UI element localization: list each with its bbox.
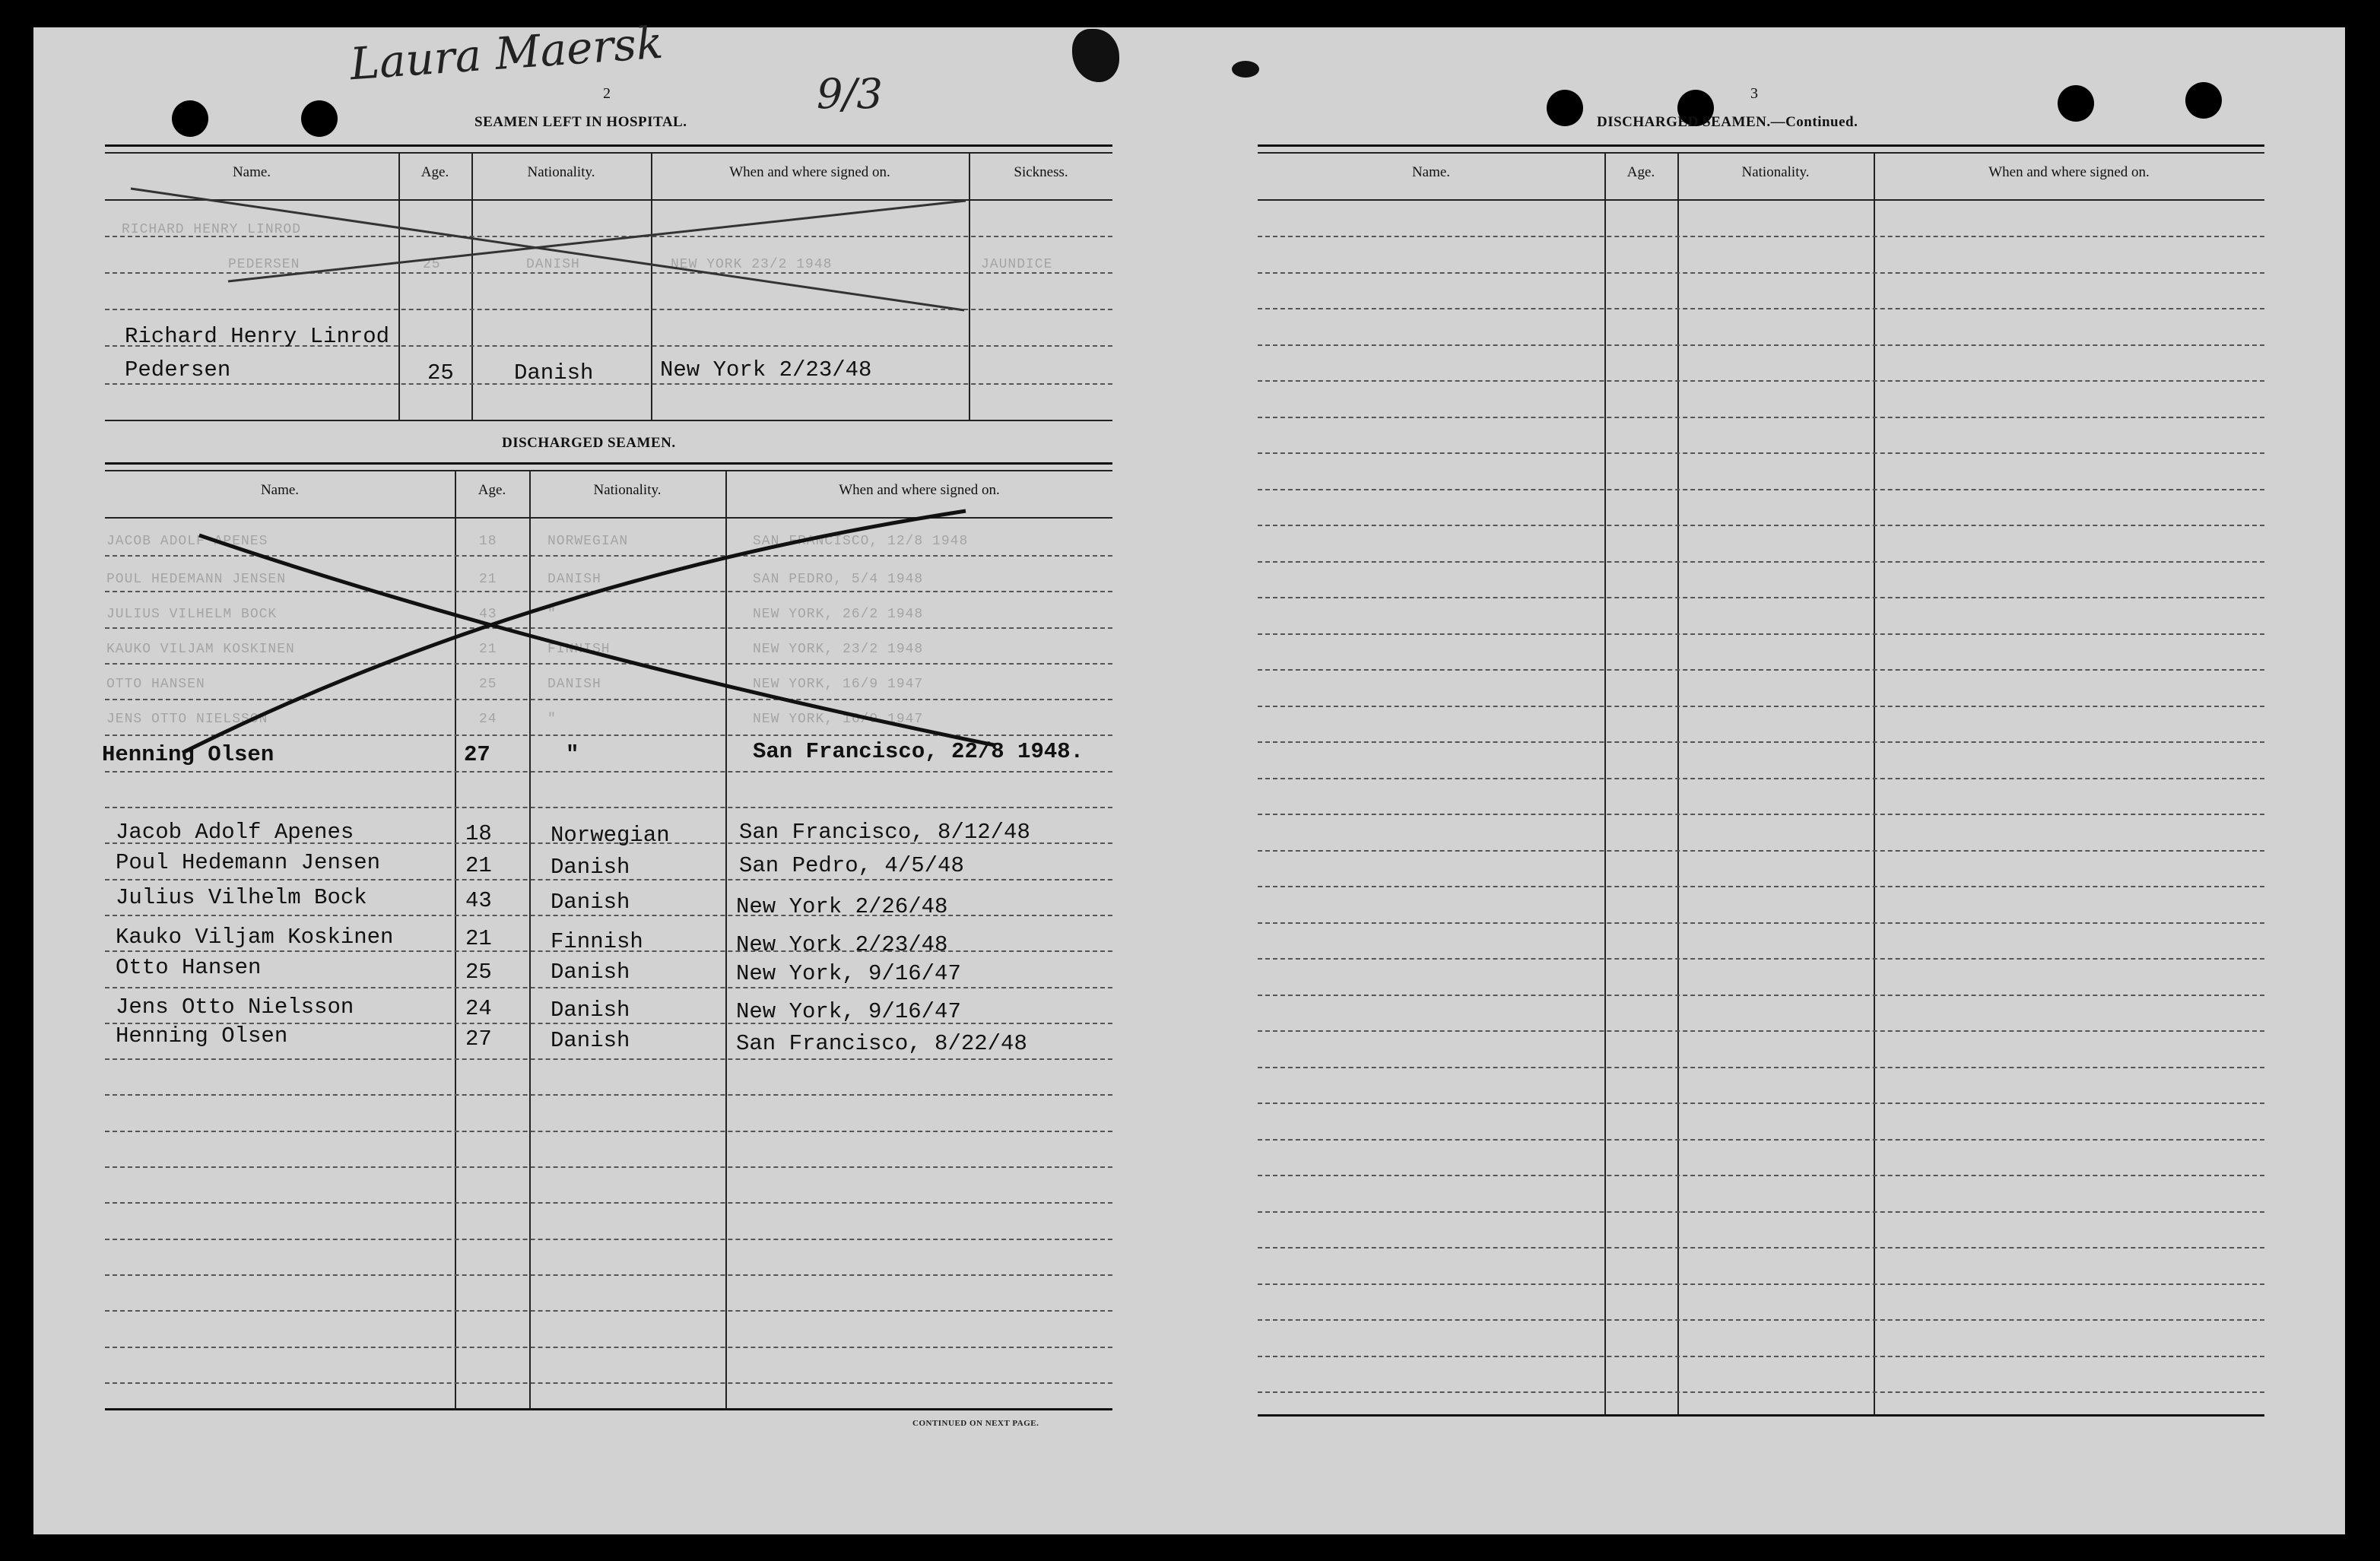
row-name: Kauko Viljam Koskinen — [116, 925, 394, 950]
struck-row-name: JULIUS VILHELM BOCK — [106, 607, 278, 622]
struck-row-age: 43 — [479, 607, 497, 622]
struck-row-name: KAUKO VILJAM KOSKINEN — [106, 642, 295, 657]
continued-footer: CONTINUED ON NEXT PAGE. — [912, 1419, 1039, 1428]
struck-row-name: POUL HEDEMANN JENSEN — [106, 572, 287, 587]
col-header-name: Name. — [260, 482, 300, 498]
hospital-signed-on: New York 2/23/48 — [660, 357, 872, 382]
row-signed-on: New York 2/26/48 — [736, 894, 948, 919]
struck-sickness: JAUNDICE — [981, 257, 1053, 272]
struck-name-line-2: PEDERSEN — [228, 257, 300, 272]
row-nationality: Danish — [551, 855, 630, 880]
row-signed-on: New York, 9/16/47 — [736, 961, 961, 986]
row-age: 27 — [465, 1026, 492, 1052]
page-number-right: 3 — [1750, 85, 1758, 102]
row-nationality: Danish — [551, 890, 630, 915]
page-number-left: 2 — [603, 85, 611, 102]
row-age: 21 — [465, 853, 492, 878]
row-signed-on: New York 2/23/48 — [736, 932, 948, 957]
hospital-name-line-2: Pedersen — [125, 357, 231, 382]
hospital-name-line-1: Richard Henry Linrod — [125, 324, 390, 349]
hospital-strike-line — [131, 189, 964, 310]
struck-row-age: 21 — [479, 642, 497, 657]
row-name: Jens Otto Nielsson — [116, 995, 354, 1020]
row-nationality: Danish — [551, 998, 630, 1023]
struck-row-signed-on: NEW YORK, 23/2 1948 — [753, 642, 924, 657]
struck-row-nationality: FINNISH — [547, 642, 611, 657]
row-age: 21 — [465, 926, 492, 951]
bold-row-signed-on: San Francisco, 22/8 1948. — [753, 739, 1084, 764]
struck-row-nationality: " — [547, 712, 557, 727]
row-name: Julius Vilhelm Bock — [116, 885, 367, 910]
row-nationality: Norwegian — [551, 823, 670, 848]
struck-row-nationality: " — [547, 607, 557, 622]
row-nationality: Finnish — [551, 929, 643, 954]
col-header-signed-on: When and where signed on. — [1988, 164, 2150, 180]
hospital-nationality: Danish — [514, 360, 594, 385]
row-age: 24 — [465, 996, 492, 1021]
struck-name-line-1: RICHARD HENRY LINROD — [122, 222, 302, 237]
struck-row-name: JACOB ADOLF APENES — [106, 534, 268, 549]
row-nationality: Danish — [551, 1028, 630, 1053]
row-name: Henning Olsen — [116, 1023, 288, 1049]
row-nationality: Danish — [551, 960, 630, 985]
col-header-nationality: Nationality. — [1741, 164, 1810, 180]
row-age: 25 — [465, 960, 492, 985]
struck-row-name: OTTO HANSEN — [106, 677, 205, 692]
col-header-signed-on: When and where signed on. — [839, 482, 1000, 498]
discharged-strike-line — [182, 511, 969, 753]
bold-row-age: 27 — [464, 742, 490, 767]
struck-row-age: 18 — [479, 534, 497, 549]
struck-row-age: 21 — [479, 572, 497, 587]
col-header-age: Age. — [1626, 164, 1655, 180]
struck-row-name: JENS OTTO NIELSSON — [106, 712, 268, 727]
hospital-strike-line — [228, 201, 966, 281]
struck-row-signed-on: SAN FRANCISCO, 12/8 1948 — [753, 534, 969, 549]
struck-row-signed-on: SAN PEDRO, 5/4 1948 — [753, 572, 924, 587]
col-header-sickness: Sickness. — [1014, 164, 1068, 180]
bold-row-nationality: " — [566, 742, 579, 767]
hospital-section-title: SEAMEN LEFT IN HOSPITAL. — [474, 114, 687, 130]
row-name: Poul Hedemann Jensen — [116, 850, 381, 875]
col-header-name: Name. — [1411, 164, 1451, 180]
hospital-age: 25 — [427, 360, 454, 385]
handwritten-vessel-name: Laura Maersk — [348, 16, 665, 90]
col-header-age: Age. — [420, 164, 449, 180]
row-signed-on: San Francisco, 8/22/48 — [736, 1031, 1027, 1056]
col-header-name: Name. — [232, 164, 271, 180]
struck-row-nationality: DANISH — [547, 677, 601, 692]
row-age: 43 — [465, 888, 492, 913]
bold-row-name: Henning Olsen — [102, 742, 274, 767]
col-header-nationality: Nationality. — [527, 164, 595, 180]
struck-row-signed-on: NEW YORK, 26/2 1948 — [753, 607, 924, 622]
row-signed-on: New York, 9/16/47 — [736, 999, 961, 1024]
struck-signed-on: NEW YORK 23/2 1948 — [671, 257, 833, 272]
col-header-nationality: Nationality. — [593, 482, 662, 498]
discharged-strike-line — [199, 535, 995, 745]
row-signed-on: San Francisco, 8/12/48 — [739, 820, 1030, 845]
right-section-title: DISCHARGED SEAMEN.—Continued. — [1597, 114, 1858, 130]
handwritten-mark: 9/3 — [817, 70, 883, 118]
row-signed-on: San Pedro, 4/5/48 — [739, 853, 964, 878]
struck-nationality: DANISH — [526, 257, 580, 272]
row-name: Jacob Adolf Apenes — [116, 820, 354, 845]
row-name: Otto Hansen — [116, 955, 262, 980]
struck-row-age: 24 — [479, 712, 497, 727]
row-age: 18 — [465, 821, 492, 846]
struck-row-nationality: NORWEGIAN — [547, 534, 629, 549]
discharged-section-title: DISCHARGED SEAMEN. — [502, 435, 676, 451]
struck-age: 25 — [423, 257, 441, 272]
struck-row-signed-on: NEW YORK, 16/9 1947 — [753, 712, 924, 727]
struck-row-signed-on: NEW YORK, 16/9 1947 — [753, 677, 924, 692]
struck-row-age: 25 — [479, 677, 497, 692]
col-header-age: Age. — [478, 482, 506, 498]
col-header-signed-on: When and where signed on. — [729, 164, 890, 180]
struck-row-nationality: DANISH — [547, 572, 601, 587]
